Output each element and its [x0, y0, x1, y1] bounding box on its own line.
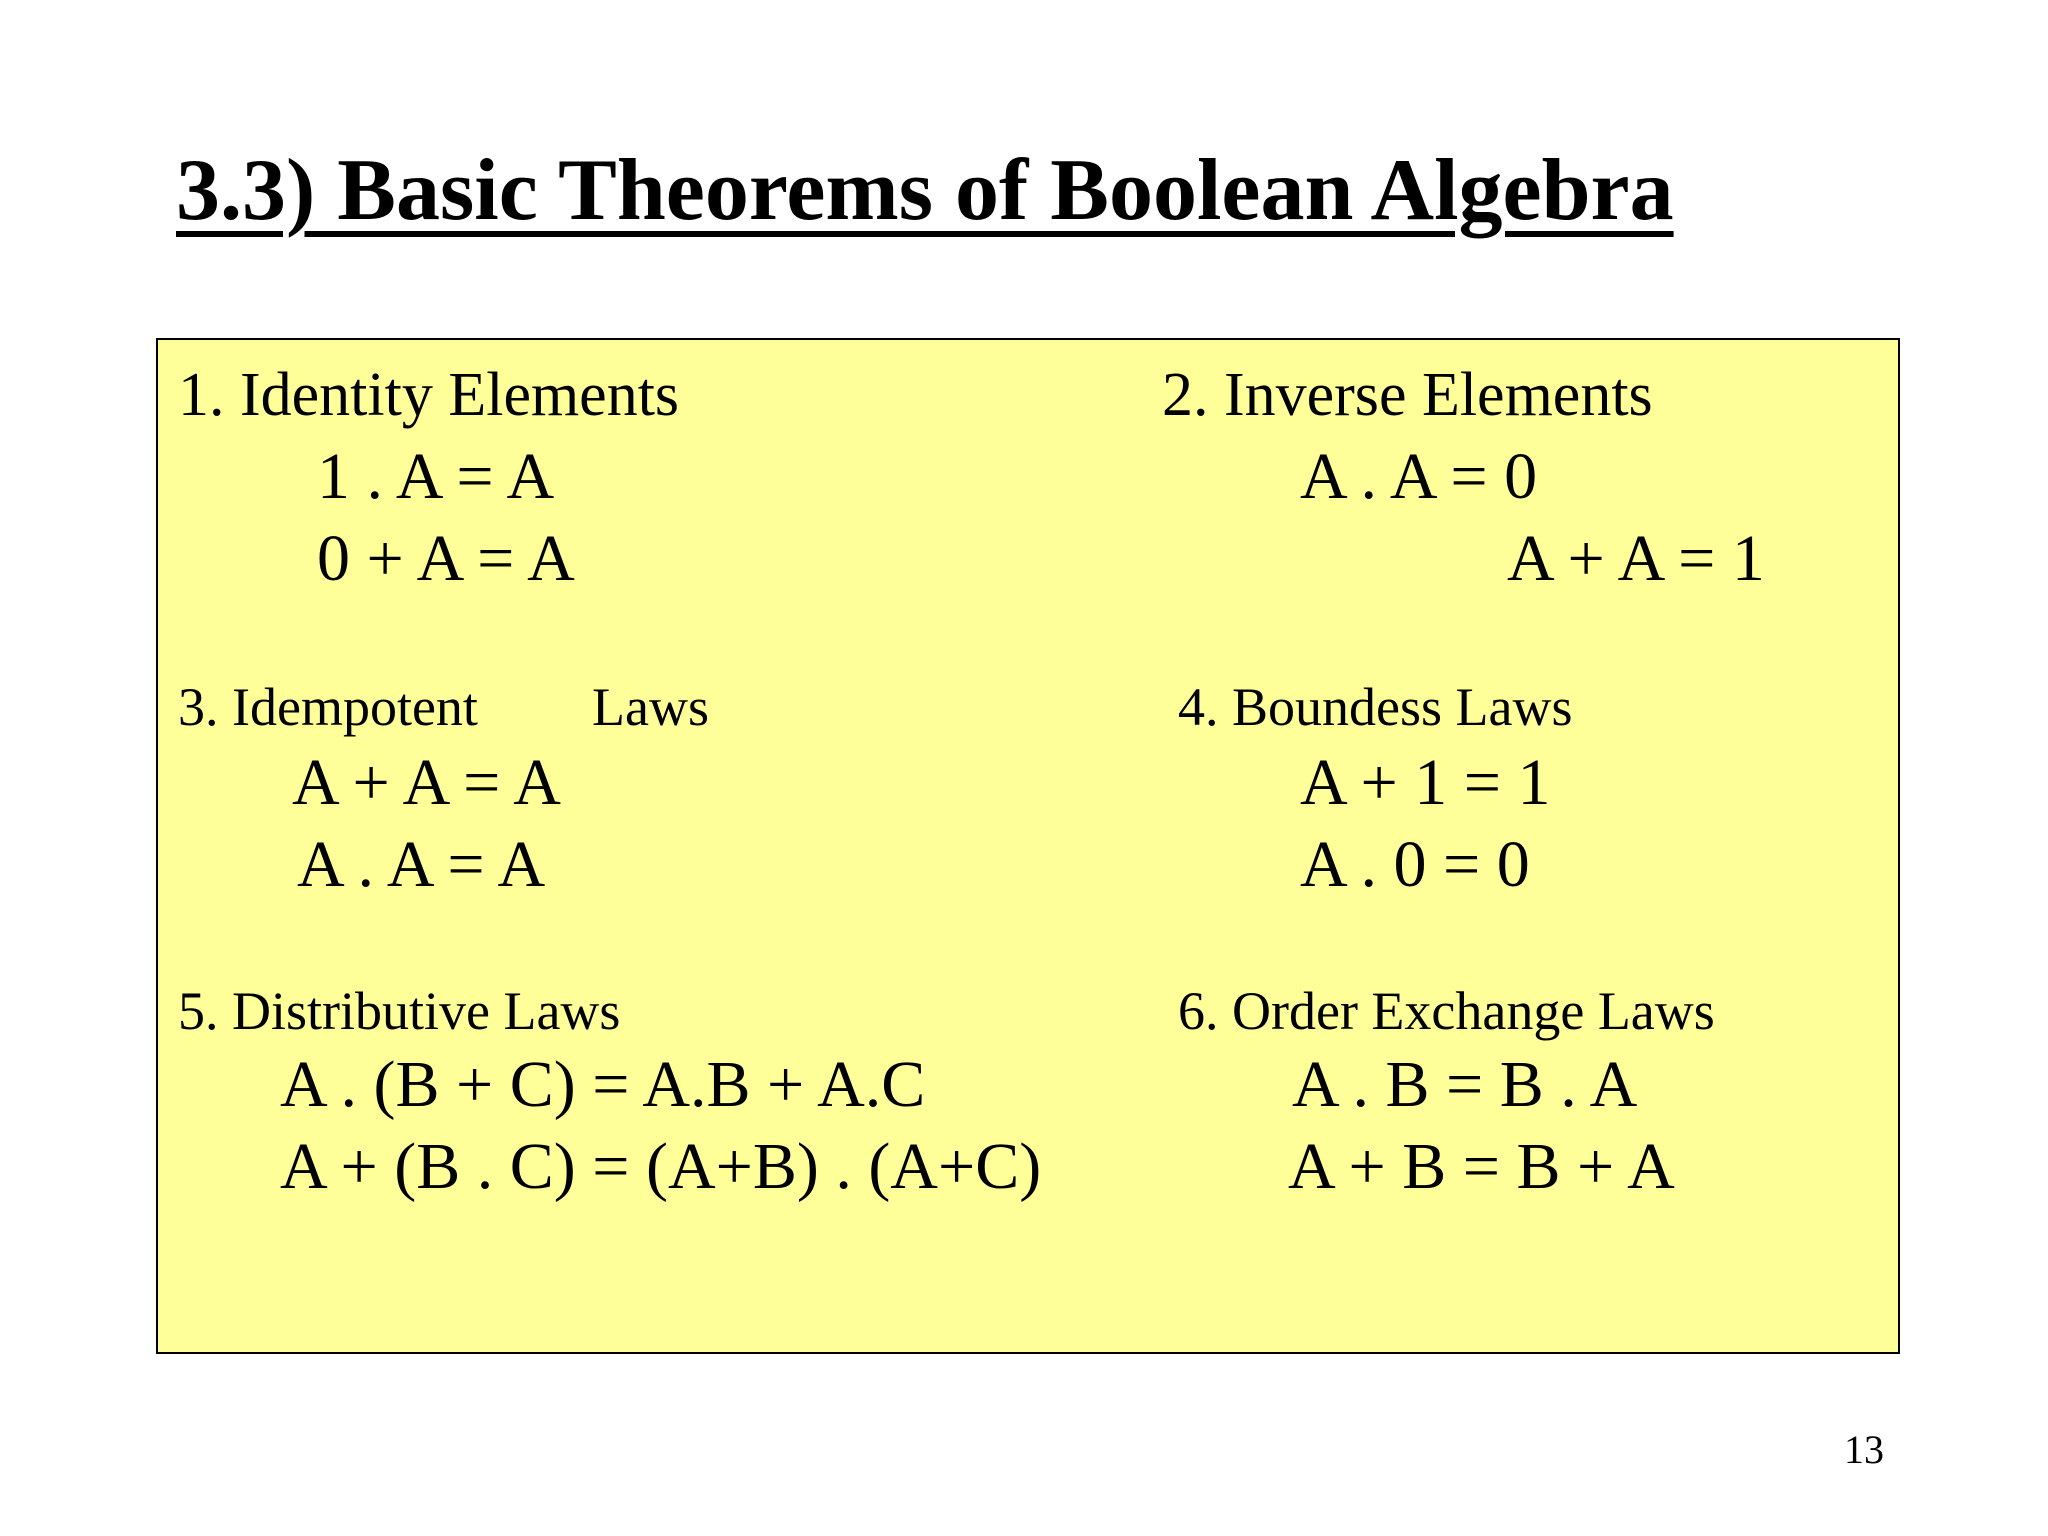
inverse-heading: 2. Inverse Elements — [1162, 361, 1653, 429]
identity-heading: 1. Identity Elements — [178, 361, 680, 429]
order-exchange-equation-2: A + B = B + A — [1288, 1130, 1675, 1203]
idempotent-heading-laws: Laws — [592, 677, 709, 737]
identity-equation-2: 0 + A = A — [317, 522, 575, 595]
page-number: 13 — [1844, 1427, 1884, 1472]
order-exchange-equation-1: A . B = B . A — [1292, 1048, 1638, 1121]
boundess-heading: 4. Boundess Laws — [1178, 677, 1573, 737]
slide-title: 3.3) Basic Theorems of Boolean Algebra — [176, 142, 1674, 239]
theorem-box — [156, 338, 1900, 1354]
inverse-equation-1: A . A = 0 — [1300, 440, 1538, 513]
boundess-equation-2: A . 0 = 0 — [1300, 828, 1530, 901]
inverse-equation-2: A + A = 1 — [1507, 522, 1765, 595]
distributive-heading: 5. Distributive Laws — [178, 981, 621, 1041]
order-exchange-heading: 6. Order Exchange Laws — [1178, 981, 1715, 1041]
idempotent-heading: 3. Idempotent — [178, 677, 478, 737]
idempotent-equation-2: A . A = A — [297, 828, 546, 901]
identity-equation-1: 1 . A = A — [317, 440, 555, 513]
distributive-equation-1: A . (B + C) = A.B + A.C — [280, 1048, 926, 1121]
distributive-equation-2: A + (B . C) = (A+B) . (A+C) — [280, 1130, 1042, 1203]
boundess-equation-1: A + 1 = 1 — [1300, 746, 1551, 819]
idempotent-equation-1: A + A = A — [292, 746, 561, 819]
